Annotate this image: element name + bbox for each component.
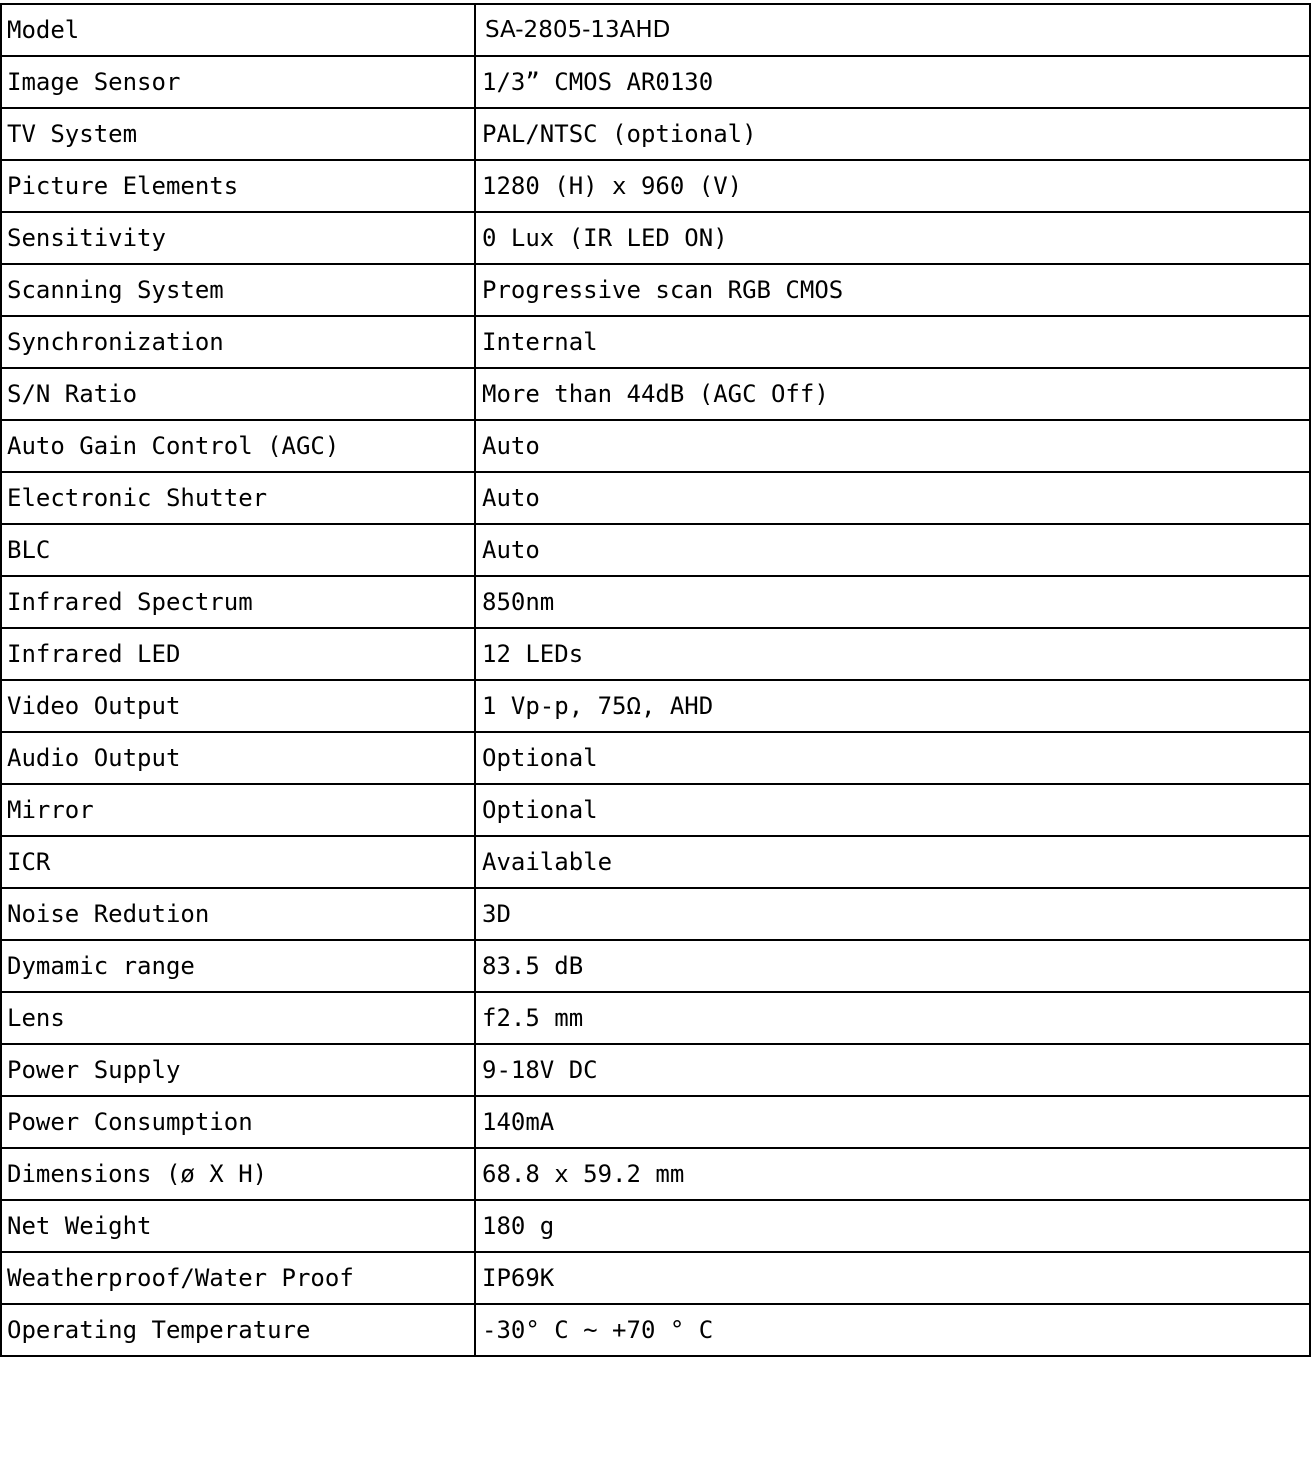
spec-row-model [1,4,1310,56]
spec-value: Available [475,836,1310,888]
spec-label: Lens [1,992,475,1044]
spec-value: Optional [475,732,1310,784]
spec-label: Video Output [1,680,475,732]
spec-label: S/N Ratio [1,368,475,420]
spec-label: Sensitivity [1,212,475,264]
spec-value: 68.8 x 59.2 mm [475,1148,1310,1200]
spec-row-operating-temperature [1,1304,1310,1356]
spec-row-audio-output [1,732,1310,784]
spec-row-infrared-led [1,628,1310,680]
spec-row-synchronization [1,316,1310,368]
spec-row-sn-ratio [1,368,1310,420]
spec-label: Power Supply [1,1044,475,1096]
spec-value: Auto [475,524,1310,576]
spec-value: 0 Lux (IR LED ON) [475,212,1310,264]
spec-value: More than 44dB (AGC Off) [475,368,1310,420]
spec-label: Dimensions (ø X H) [1,1148,475,1200]
spec-value: 1 Vp-p, 75Ω, AHD [475,680,1310,732]
spec-row-sensitivity [1,212,1310,264]
spec-label: Infrared Spectrum [1,576,475,628]
spec-value: IP69K [475,1252,1310,1304]
spec-label: TV System [1,108,475,160]
spec-value: 180 g [475,1200,1310,1252]
spec-label: Image Sensor [1,56,475,108]
spec-label: Picture Elements [1,160,475,212]
spec-value: 1/3” CMOS AR0130 [475,56,1310,108]
spec-row-mirror [1,784,1310,836]
spec-row-net-weight [1,1200,1310,1252]
spec-row-weatherproof [1,1252,1310,1304]
spec-value: 3D [475,888,1310,940]
spec-row-lens [1,992,1310,1044]
spec-row-blc [1,524,1310,576]
spec-value: 83.5 dB [475,940,1310,992]
spec-value: 9-18V DC [475,1044,1310,1096]
spec-row-picture-elements [1,160,1310,212]
spec-row-image-sensor [1,56,1310,108]
spec-value: PAL/NTSC (optional) [475,108,1310,160]
spec-label: Scanning System [1,264,475,316]
spec-label: BLC [1,524,475,576]
spec-row-agc [1,420,1310,472]
spec-row-electronic-shutter [1,472,1310,524]
spec-label: Mirror [1,784,475,836]
spec-value: Progressive scan RGB CMOS [475,264,1310,316]
spec-label: Audio Output [1,732,475,784]
spec-value: f2.5 mm [475,992,1310,1044]
spec-value: Auto [475,472,1310,524]
spec-label: Model [1,4,475,56]
spec-label: Synchronization [1,316,475,368]
spec-label: Auto Gain Control (AGC) [1,420,475,472]
spec-label: Operating Temperature [1,1304,475,1356]
spec-value: 12 LEDs [475,628,1310,680]
spec-label: Power Consumption [1,1096,475,1148]
spec-value: 1280 (H) x 960 (V) [475,160,1310,212]
spec-row-dynamic-range [1,940,1310,992]
spec-label: Electronic Shutter [1,472,475,524]
spec-row-scanning-system [1,264,1310,316]
spec-value: SA-2805-13AHD [475,4,1310,56]
spec-row-noise-redution [1,888,1310,940]
spec-row-video-output [1,680,1310,732]
spec-label: Noise Redution [1,888,475,940]
spec-row-dimensions [1,1148,1310,1200]
spec-row-power-consumption [1,1096,1310,1148]
spec-label: Dymamic range [1,940,475,992]
spec-label: ICR [1,836,475,888]
spec-value: -30° C ~ +70 ° C [475,1304,1310,1356]
spec-label: Infrared LED [1,628,475,680]
spec-row-power-supply [1,1044,1310,1096]
spec-row-icr [1,836,1310,888]
spec-row-tv-system [1,108,1310,160]
spec-label: Weatherproof/Water Proof [1,1252,475,1304]
spec-table [0,3,1311,1357]
spec-value: 850nm [475,576,1310,628]
spec-value: 140mA [475,1096,1310,1148]
spec-value: Internal [475,316,1310,368]
spec-row-infrared-spectrum [1,576,1310,628]
spec-value: Auto [475,420,1310,472]
spec-value: Optional [475,784,1310,836]
spec-label: Net Weight [1,1200,475,1252]
